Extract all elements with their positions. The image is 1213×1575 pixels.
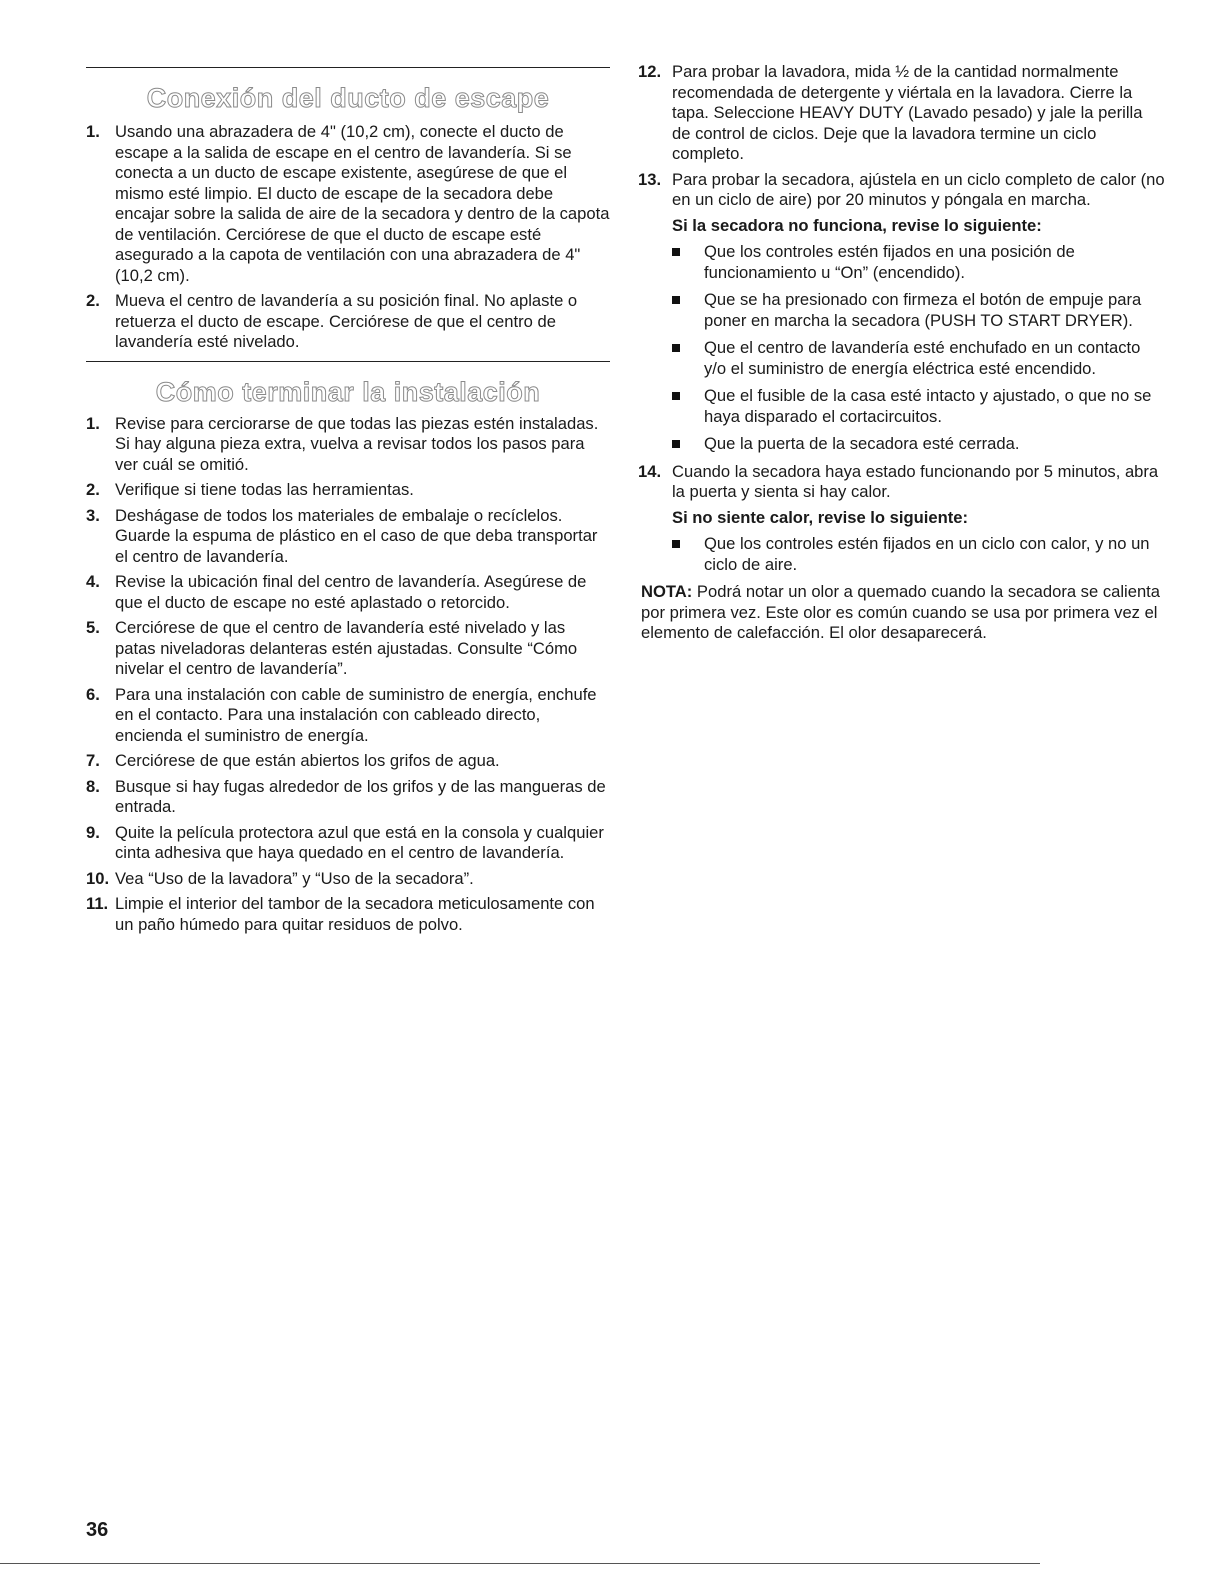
list-item xyxy=(672,386,1165,427)
step-number: 5. xyxy=(86,618,100,637)
list-item xyxy=(638,62,1165,165)
list-item xyxy=(86,480,610,501)
square-bullet-icon xyxy=(672,248,680,256)
list-item xyxy=(638,169,1165,455)
list-item xyxy=(672,290,1165,331)
square-bullet-icon xyxy=(672,344,680,352)
troubleshoot-list xyxy=(672,534,1165,575)
step-text: Cuando la secadora haya estado funcionando por 5 minutos, abra la puerta y sienta si hay calor. xyxy=(672,461,1159,501)
step-number: 14. xyxy=(638,461,662,481)
left-column xyxy=(86,0,610,940)
list-item xyxy=(86,894,610,935)
step-text: Limpie el interior del tambor de la secadora meticulosamente con un paño húmedo para quitar residuos de polvo. xyxy=(115,894,595,934)
check-text: Que la puerta de la secadora esté cerrada. xyxy=(704,434,1020,453)
note-paragraph xyxy=(641,582,1165,644)
step-text: Cerciórese de que el centro de lavandería esté nivelado y las patas niveladoras delanteras estén ajustadas. Consulte “Cómo nivelar el centro de lavandería”. xyxy=(115,618,578,678)
list-item xyxy=(86,777,610,818)
troubleshoot-heading: Si la secadora no funciona, revise lo siguiente: xyxy=(672,215,1042,235)
check-text: Que se ha presionado con firmeza el botón de empuje para poner en marcha la secadora (PUSH TO START DRYER). xyxy=(704,290,1142,330)
step-number: 4. xyxy=(86,572,100,591)
step-number: 11. xyxy=(86,894,109,913)
list-item xyxy=(672,338,1165,379)
list-item xyxy=(86,506,610,568)
step-text: Verifique si tiene todas las herramientas. xyxy=(115,480,414,499)
step-text: Quite la película protectora azul que está en la consola y cualquier cinta adhesiva que haya quedado en el centro de lavandería. xyxy=(115,822,604,862)
note-label: NOTA: xyxy=(641,582,693,601)
section-divider-exhaust xyxy=(86,67,610,68)
step-text: Deshágase de todos los materiales de embalaje o recíclelos. Guarde la espuma de plástico en el caso de que deba transportar el centro de lavandería. xyxy=(115,505,598,566)
square-bullet-icon xyxy=(672,296,680,304)
step-number: 1. xyxy=(86,122,100,141)
section-title-finish: Cómo terminar la instalación xyxy=(155,376,541,407)
troubleshoot-list xyxy=(672,242,1165,455)
square-bullet-icon xyxy=(672,540,680,548)
exhaust-steps xyxy=(86,122,610,353)
step-number: 8. xyxy=(86,776,100,796)
step-text: Revise la ubicación final del centro de lavandería. Asegúrese de que el ducto de escape no esté aplastado o retorcido. xyxy=(115,572,587,612)
list-item xyxy=(86,291,610,353)
list-item xyxy=(86,122,610,286)
step-text: Vea “Uso de la lavadora” y “Uso de la secadora”. xyxy=(115,868,474,888)
list-item xyxy=(86,823,610,864)
list-item xyxy=(672,242,1165,283)
note-text: Podrá notar un olor a quemado cuando la secadora se calienta por primera vez. Este olor es común cuando se usa por primera vez el elemento de calefacción. El olor desaparecerá. xyxy=(641,582,1161,642)
step-number: 1. xyxy=(86,413,100,433)
list-item xyxy=(86,869,610,890)
list-item xyxy=(86,618,610,680)
check-text: Que el centro de lavandería esté enchufado en un contacto y/o el suministro de energía eléctrica esté encendido. xyxy=(704,338,1141,378)
check-text: Que los controles estén fijados en un ciclo con calor, y no un ciclo de aire. xyxy=(704,534,1150,574)
step-number: 6. xyxy=(86,684,100,704)
page-number: 36 xyxy=(86,1519,109,1541)
right-column xyxy=(638,0,1165,644)
list-item xyxy=(672,434,1165,455)
footer-divider xyxy=(0,1563,1040,1564)
finish-steps-continued xyxy=(638,62,1165,575)
step-number: 13. xyxy=(638,169,662,189)
section-title-exhaust: Conexión del ducto de escape xyxy=(146,83,550,113)
list-item xyxy=(672,534,1165,575)
step-text: Busque si hay fugas alrededor de los grifos y de las mangueras de entrada. xyxy=(115,776,606,816)
step-text: Para una instalación con cable de suministro de energía, enchufe en el contacto. Para una instalación con cableado directo, encienda el suministro de energía. xyxy=(115,684,597,745)
step-number: 7. xyxy=(86,751,100,770)
list-item xyxy=(86,685,610,747)
list-item xyxy=(638,461,1165,576)
step-number: 2. xyxy=(86,291,100,310)
step-text: Usando una abrazadera de 4" (10,2 cm), conecte el ducto de escape a la salida de escape en el centro de lavandería. Si se conecta a un ducto de escape existente, asegúrese de que el mismo esté limpio. El ducto de escape de la secadora debe encajar sobre la salida de aire de la secadora y dentro de la capota de ventilación. Cerciórese de que el ducto de escape esté asegurado a la capota de ventilación con una abrazadera de 4" (10,2 cm). xyxy=(115,122,610,285)
troubleshoot-heading: Si no siente calor, revise lo siguiente: xyxy=(672,507,969,527)
step-number: 9. xyxy=(86,822,100,842)
step-number: 12. xyxy=(638,62,662,81)
step-text: Para probar la secadora, ajústela en un ciclo completo de calor (no en un ciclo de aire) por 20 minutos y póngala en marcha. xyxy=(672,169,1165,209)
list-item xyxy=(86,572,610,613)
list-item xyxy=(86,414,610,476)
step-text: Mueva el centro de lavandería a su posición final. No aplaste o retuerza el ducto de escape. Cerciórese de que el centro de lavandería esté nivelado. xyxy=(115,291,578,351)
step-number: 2. xyxy=(86,480,100,499)
square-bullet-icon xyxy=(672,440,680,448)
list-item xyxy=(86,751,610,772)
finish-steps xyxy=(86,414,610,936)
square-bullet-icon xyxy=(672,392,680,400)
section-divider-finish xyxy=(86,361,610,362)
step-text: Revise para cerciorarse de que todas las piezas estén instaladas. Si hay alguna pieza extra, vuelva a revisar todos los pasos para ver cuál se omitió. xyxy=(115,413,599,474)
step-text: Cerciórese de que están abiertos los grifos de agua. xyxy=(115,751,500,770)
check-text: Que los controles estén fijados en una posición de funcionamiento u “On” (encendido). xyxy=(704,242,1075,282)
step-number: 3. xyxy=(86,505,100,525)
step-number: 10. xyxy=(86,868,110,888)
check-text: Que el fusible de la casa esté intacto y ajustado, o que no se haya disparado el cortacircuitos. xyxy=(704,386,1152,426)
step-text: Para probar la lavadora, mida ½ de la cantidad normalmente recomendada de detergente y viértala en la lavadora. Cierre la tapa. Seleccione HEAVY DUTY (Lavado pesado) y jale la perilla de control de ciclos. Deje que la lavadora termine un ciclo completo. xyxy=(672,62,1143,163)
